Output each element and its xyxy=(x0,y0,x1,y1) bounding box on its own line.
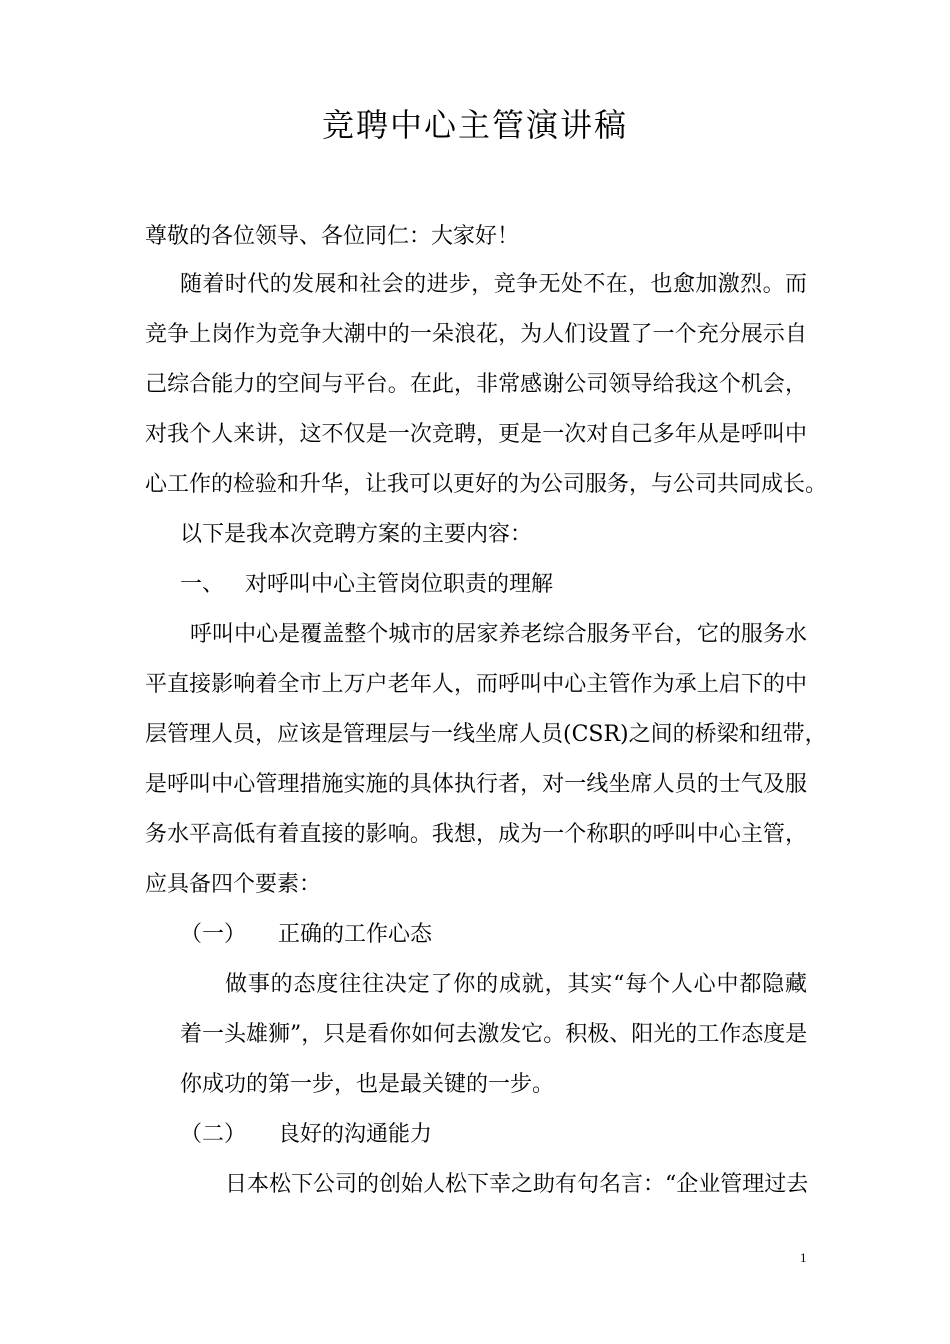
document-title: 竞聘中心主管演讲稿 xyxy=(321,106,628,144)
paragraph-line: 随着时代的发展和社会的进步，竞争无处不在，也愈加激烈。而 xyxy=(180,272,807,297)
subsection-heading: 正确的工作心态 xyxy=(278,922,433,947)
paragraph-line: 呼叫中心是覆盖整个城市的居家养老综合服务平台，它的服务水 xyxy=(190,622,807,647)
paragraph-line: 应具备四个要素： xyxy=(145,872,322,897)
paragraph-line: 是呼叫中心管理措施实施的具体执行者，对一线坐席人员的士气及服 xyxy=(145,772,807,797)
paragraph-line: 心工作的检验和升华，让我可以更好的为公司服务，与公司共同成长。 xyxy=(145,472,828,497)
section-heading: 对呼叫中心主管岗位职责的理解 xyxy=(245,572,554,597)
paragraph-line: 着一头雄狮”，只是看你如何去激发它。积极、阳光的工作态度是 xyxy=(180,1022,808,1047)
paragraph-line: 己综合能力的空间与平台。在此，非常感谢公司领导给我这个机会， xyxy=(145,372,807,397)
paragraph-line: 层管理人员，应该是管理层与一线坐席人员(CSR)之间的桥梁和纽带， xyxy=(145,722,827,747)
paragraph-line: 做事的态度往往决定了你的成就，其实“每个人心中都隐藏 xyxy=(225,972,807,997)
subsection-heading: 良好的沟通能力 xyxy=(278,1122,433,1147)
page-number: 1 xyxy=(800,1250,807,1265)
greeting: 尊敬的各位领导、各位同仁：大家好！ xyxy=(145,224,520,249)
paragraph-line: 对我个人来讲，这不仅是一次竞聘，更是一次对自己多年从是呼叫中 xyxy=(145,422,807,447)
paragraph-line: 竞争上岗作为竞争大潮中的一朵浪花，为人们设置了一个充分展示自 xyxy=(145,322,807,347)
plan-intro: 以下是我本次竞聘方案的主要内容： xyxy=(180,522,533,547)
section-number: 一、 xyxy=(180,572,225,597)
paragraph-line: 日本松下公司的创始人松下幸之助有句名言：“企业管理过去 xyxy=(225,1172,809,1197)
paragraph-line: 务水平高低有着直接的影响。我想，成为一个称职的呼叫中心主管， xyxy=(145,822,807,847)
paragraph-line: 平直接影响着全市上万户老年人，而呼叫中心主管作为承上启下的中 xyxy=(145,672,807,697)
subsection-number: （二） xyxy=(180,1122,247,1147)
subsection-number: （一） xyxy=(180,922,247,947)
paragraph-line: 你成功的第一步，也是最关键的一步。 xyxy=(180,1072,555,1097)
